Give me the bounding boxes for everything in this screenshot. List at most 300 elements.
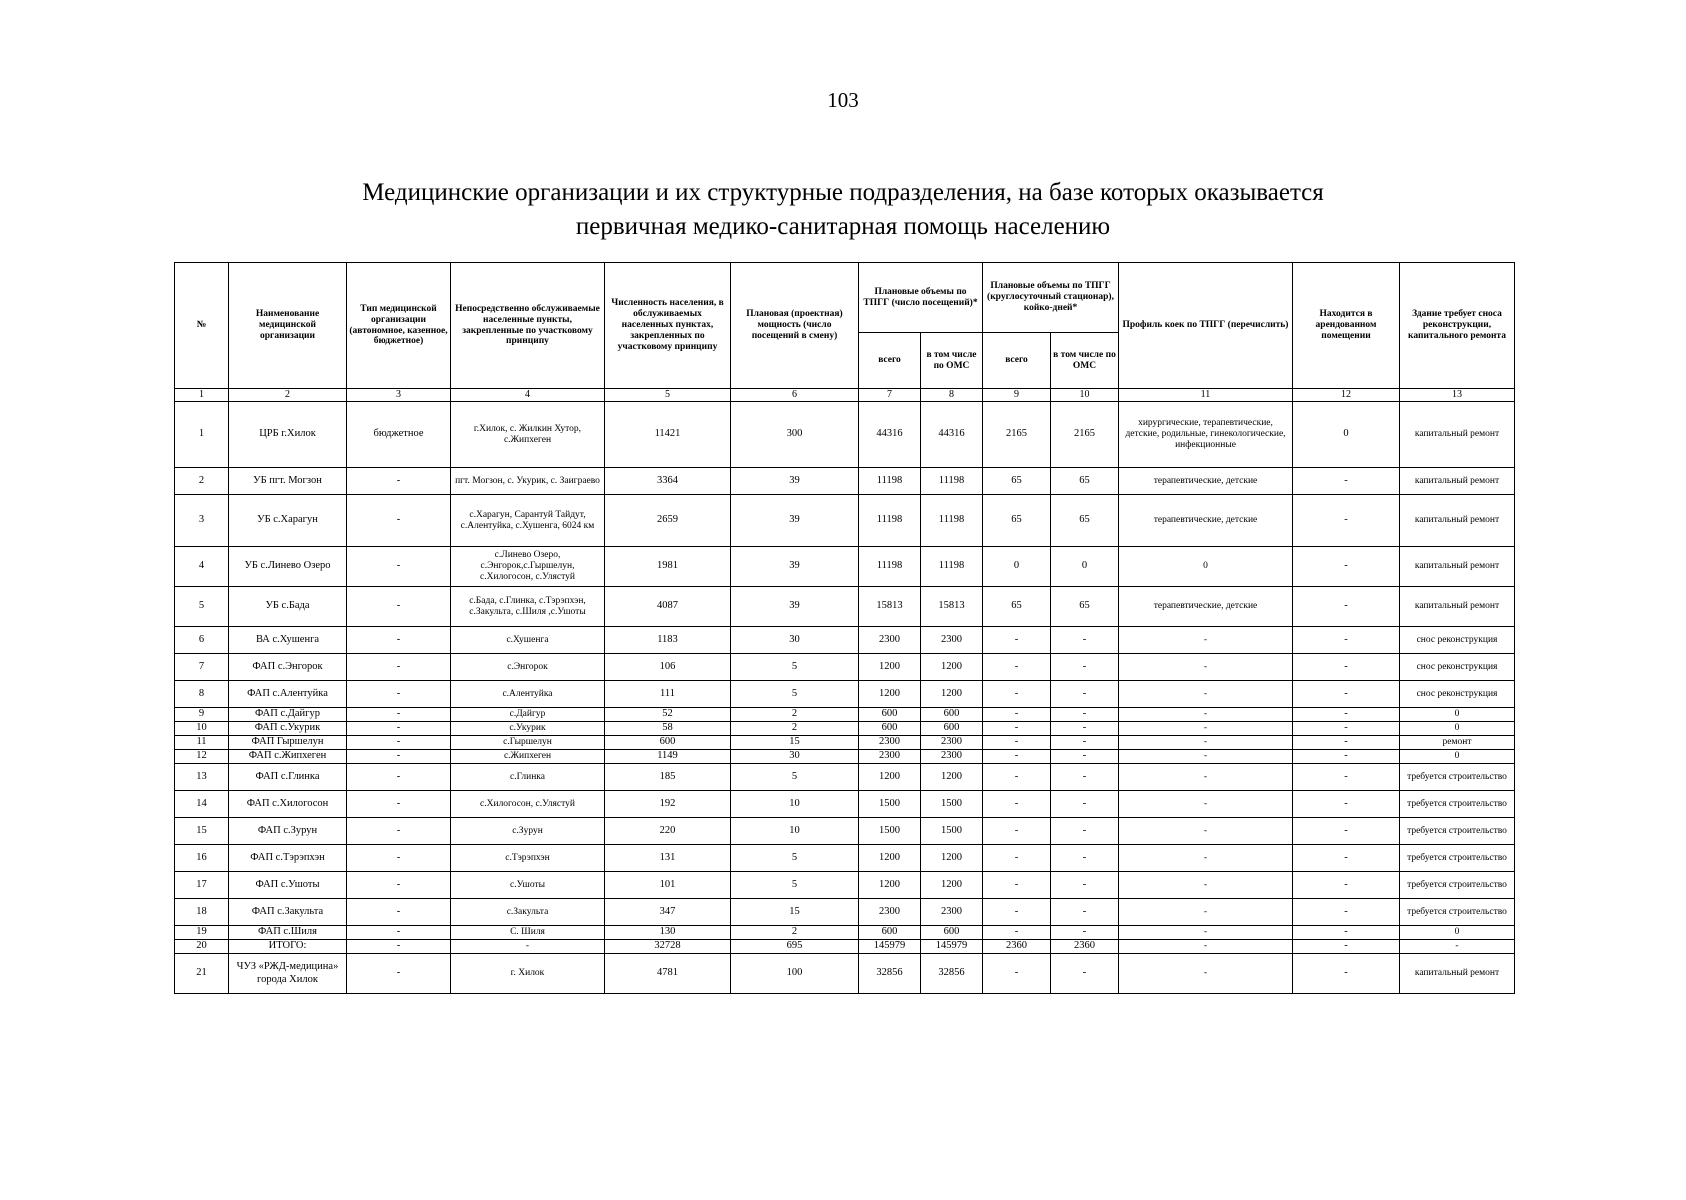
beddays-oms-cell: - (1051, 681, 1119, 708)
visits-total-cell: 1500 (859, 791, 921, 818)
org-type-cell: - (347, 791, 451, 818)
table-row (175, 654, 1515, 681)
table-body (175, 402, 1515, 994)
bed-profile-cell: - (1119, 708, 1293, 722)
bed-profile-cell: - (1119, 954, 1293, 994)
bed-profile-cell: - (1119, 722, 1293, 736)
header-visits: Плановые объемы по ТПГГ (число посещений)* (859, 263, 983, 333)
visits-oms-cell: 600 (921, 708, 983, 722)
row-number-cell: 10 (175, 722, 229, 736)
table-row (175, 818, 1515, 845)
visits-total-cell: 11198 (859, 468, 921, 495)
column-number-cell: 11 (1119, 389, 1293, 402)
beddays-total-cell: - (983, 736, 1051, 750)
column-number-cell: 2 (229, 389, 347, 402)
beddays-oms-cell: - (1051, 722, 1119, 736)
table-row (175, 791, 1515, 818)
rented-cell: - (1293, 681, 1400, 708)
beddays-total-cell: 2165 (983, 402, 1051, 468)
visits-total-cell: 600 (859, 722, 921, 736)
row-number-cell: 9 (175, 708, 229, 722)
population-cell: 130 (605, 926, 731, 940)
visits-oms-cell: 1200 (921, 845, 983, 872)
rented-cell: - (1293, 764, 1400, 791)
row-number-cell: 17 (175, 872, 229, 899)
visits-total-cell: 11198 (859, 495, 921, 547)
building-status-cell: - (1400, 940, 1515, 954)
beddays-total-cell: - (983, 654, 1051, 681)
beddays-oms-cell: 65 (1051, 587, 1119, 627)
header-building: Здание требует сноса реконструкции, капитального ремонта (1400, 263, 1515, 389)
settlements-cell: с.Энгорок (451, 654, 605, 681)
beddays-total-cell: - (983, 872, 1051, 899)
org-type-cell: - (347, 899, 451, 926)
building-status-cell: требуется строительство (1400, 845, 1515, 872)
building-status-cell: снос реконструкция (1400, 681, 1515, 708)
visits-oms-cell: 2300 (921, 736, 983, 750)
building-status-cell: капитальный ремонт (1400, 954, 1515, 994)
rented-cell: - (1293, 940, 1400, 954)
org-type-cell: - (347, 954, 451, 994)
population-cell: 58 (605, 722, 731, 736)
settlements-cell: С. Шиля (451, 926, 605, 940)
capacity-cell: 5 (731, 654, 859, 681)
org-type-cell: - (347, 587, 451, 627)
building-status-cell: требуется строительство (1400, 818, 1515, 845)
column-number-cell: 5 (605, 389, 731, 402)
capacity-cell: 2 (731, 722, 859, 736)
capacity-cell: 695 (731, 940, 859, 954)
org-type-cell: - (347, 872, 451, 899)
org-type-cell: - (347, 708, 451, 722)
row-number-cell: 1 (175, 402, 229, 468)
beddays-oms-cell: - (1051, 736, 1119, 750)
building-status-cell: 0 (1400, 750, 1515, 764)
visits-oms-cell: 1200 (921, 872, 983, 899)
column-number-cell: 3 (347, 389, 451, 402)
org-name-cell: ФАП с.Зурун (229, 818, 347, 845)
beddays-total-cell: - (983, 750, 1051, 764)
settlements-cell: с.Алентуйка (451, 681, 605, 708)
rented-cell: - (1293, 587, 1400, 627)
org-type-cell: - (347, 627, 451, 654)
settlements-cell: с.Хилогосон, с.Улястуй (451, 791, 605, 818)
capacity-cell: 39 (731, 587, 859, 627)
visits-total-cell: 2300 (859, 627, 921, 654)
beddays-oms-cell: - (1051, 872, 1119, 899)
settlements-cell: пгт. Могзон, с. Укурик, с. Заиграево (451, 468, 605, 495)
column-number-cell: 10 (1051, 389, 1119, 402)
rented-cell: - (1293, 722, 1400, 736)
table-row (175, 587, 1515, 627)
visits-total-cell: 1200 (859, 654, 921, 681)
beddays-oms-cell: - (1051, 750, 1119, 764)
capacity-cell: 2 (731, 926, 859, 940)
table-row (175, 940, 1515, 954)
population-cell: 131 (605, 845, 731, 872)
table-row (175, 722, 1515, 736)
population-cell: 600 (605, 736, 731, 750)
population-cell: 2659 (605, 495, 731, 547)
org-type-cell: - (347, 940, 451, 954)
rented-cell: - (1293, 750, 1400, 764)
column-number-row (175, 389, 1515, 402)
rented-cell: - (1293, 899, 1400, 926)
row-number-cell: 7 (175, 654, 229, 681)
building-status-cell: капитальный ремонт (1400, 468, 1515, 495)
row-number-cell: 18 (175, 899, 229, 926)
row-number-cell: 20 (175, 940, 229, 954)
building-status-cell: требуется строительство (1400, 899, 1515, 926)
org-type-cell: - (347, 681, 451, 708)
beddays-total-cell: - (983, 681, 1051, 708)
rented-cell: - (1293, 627, 1400, 654)
building-status-cell: 0 (1400, 926, 1515, 940)
settlements-cell: с.Укурик (451, 722, 605, 736)
org-name-cell: ИТОГО: (229, 940, 347, 954)
capacity-cell: 300 (731, 402, 859, 468)
population-cell: 185 (605, 764, 731, 791)
beddays-oms-cell: - (1051, 845, 1119, 872)
population-cell: 4781 (605, 954, 731, 994)
header-settlements: Непосредственно обслуживаемые населенные пункты, закрепленные по участковому принципу (451, 263, 605, 389)
visits-oms-cell: 145979 (921, 940, 983, 954)
header-capacity: Плановая (проектная) мощность (число посещений в смену) (731, 263, 859, 389)
building-status-cell: капитальный ремонт (1400, 402, 1515, 468)
beddays-total-cell: - (983, 818, 1051, 845)
header-profile: Профиль коек по ТПГГ (перечислить) (1119, 263, 1293, 389)
row-number-cell: 5 (175, 587, 229, 627)
visits-total-cell: 1200 (859, 845, 921, 872)
title-line-2: первичная медико-санитарная помощь населению (575, 213, 1111, 240)
bed-profile-cell: - (1119, 764, 1293, 791)
population-cell: 106 (605, 654, 731, 681)
visits-oms-cell: 600 (921, 926, 983, 940)
table-row (175, 627, 1515, 654)
beddays-oms-cell: - (1051, 818, 1119, 845)
settlements-cell: с.Хушенга (451, 627, 605, 654)
org-type-cell: - (347, 654, 451, 681)
row-number-cell: 2 (175, 468, 229, 495)
bed-profile-cell: терапевтические, детские (1119, 587, 1293, 627)
beddays-total-cell: - (983, 926, 1051, 940)
table-row (175, 899, 1515, 926)
row-number-cell: 6 (175, 627, 229, 654)
title-line-1: Медицинские организации и их структурные подразделения, на базе которых оказывается (362, 179, 1324, 206)
org-name-cell: ФАП с.Алентуйка (229, 681, 347, 708)
capacity-cell: 2 (731, 708, 859, 722)
beddays-total-cell: - (983, 764, 1051, 791)
bed-profile-cell: - (1119, 926, 1293, 940)
beddays-oms-cell: - (1051, 627, 1119, 654)
visits-oms-cell: 15813 (921, 587, 983, 627)
rented-cell: - (1293, 547, 1400, 587)
settlements-cell: с.Жипхеген (451, 750, 605, 764)
rented-cell: - (1293, 736, 1400, 750)
table-row (175, 845, 1515, 872)
row-number-cell: 4 (175, 547, 229, 587)
org-name-cell: ВА с.Хушенга (229, 627, 347, 654)
org-type-cell: - (347, 926, 451, 940)
building-status-cell: капитальный ремонт (1400, 587, 1515, 627)
header-name: Наименование медицинской организации (229, 263, 347, 389)
rented-cell: - (1293, 872, 1400, 899)
population-cell: 1981 (605, 547, 731, 587)
rented-cell: - (1293, 654, 1400, 681)
visits-oms-cell: 11198 (921, 547, 983, 587)
org-name-cell: ФАП с.Шиля (229, 926, 347, 940)
beddays-total-cell: - (983, 722, 1051, 736)
visits-oms-cell: 1200 (921, 681, 983, 708)
building-status-cell: требуется строительство (1400, 764, 1515, 791)
header-visits-oms: в том числе по ОМС (921, 333, 983, 389)
bed-profile-cell: - (1119, 654, 1293, 681)
row-number-cell: 3 (175, 495, 229, 547)
beddays-oms-cell: - (1051, 708, 1119, 722)
column-number-cell: 13 (1400, 389, 1515, 402)
capacity-cell: 5 (731, 764, 859, 791)
bed-profile-cell: - (1119, 940, 1293, 954)
visits-oms-cell: 11198 (921, 468, 983, 495)
table-row (175, 495, 1515, 547)
bed-profile-cell: - (1119, 736, 1293, 750)
population-cell: 11421 (605, 402, 731, 468)
org-type-cell: - (347, 750, 451, 764)
visits-total-cell: 1500 (859, 818, 921, 845)
capacity-cell: 30 (731, 627, 859, 654)
visits-total-cell: 600 (859, 926, 921, 940)
org-name-cell: ФАП с.Энгорок (229, 654, 347, 681)
table-row (175, 926, 1515, 940)
row-number-cell: 13 (175, 764, 229, 791)
visits-oms-cell: 1500 (921, 818, 983, 845)
row-number-cell: 11 (175, 736, 229, 750)
beddays-total-cell: - (983, 845, 1051, 872)
capacity-cell: 10 (731, 791, 859, 818)
row-number-cell: 21 (175, 954, 229, 994)
rented-cell: - (1293, 495, 1400, 547)
beddays-total-cell: 65 (983, 495, 1051, 547)
bed-profile-cell: 0 (1119, 547, 1293, 587)
beddays-total-cell: - (983, 708, 1051, 722)
table-row (175, 750, 1515, 764)
column-number-cell: 1 (175, 389, 229, 402)
beddays-total-cell: - (983, 791, 1051, 818)
table-row (175, 402, 1515, 468)
beddays-oms-cell: - (1051, 764, 1119, 791)
beddays-total-cell: - (983, 954, 1051, 994)
rented-cell: - (1293, 708, 1400, 722)
header-type: Тип медицинской организации (автономное, казенное, бюджетное) (347, 263, 451, 389)
table-row (175, 954, 1515, 994)
beddays-oms-cell: 2360 (1051, 940, 1119, 954)
visits-total-cell: 2300 (859, 899, 921, 926)
settlements-cell: с.Гыршелун (451, 736, 605, 750)
capacity-cell: 39 (731, 495, 859, 547)
population-cell: 32728 (605, 940, 731, 954)
row-number-cell: 15 (175, 818, 229, 845)
org-name-cell: ЧУЗ «РЖД-медицина» города Хилок (229, 954, 347, 994)
capacity-cell: 15 (731, 899, 859, 926)
settlements-cell: г.Хилок, с. Жилкин Хутор, с.Жипхеген (451, 402, 605, 468)
population-cell: 101 (605, 872, 731, 899)
org-name-cell: ФАП с.Хилогосон (229, 791, 347, 818)
beddays-total-cell: 65 (983, 587, 1051, 627)
visits-total-cell: 2300 (859, 736, 921, 750)
org-name-cell: ФАП с.Закульта (229, 899, 347, 926)
capacity-cell: 5 (731, 872, 859, 899)
rented-cell: - (1293, 845, 1400, 872)
beddays-oms-cell: - (1051, 954, 1119, 994)
beddays-total-cell: 65 (983, 468, 1051, 495)
visits-oms-cell: 11198 (921, 495, 983, 547)
org-type-cell: - (347, 736, 451, 750)
visits-total-cell: 1200 (859, 872, 921, 899)
settlements-cell: с.Ушоты (451, 872, 605, 899)
beddays-total-cell: 0 (983, 547, 1051, 587)
header-visits-total: всего (859, 333, 921, 389)
capacity-cell: 5 (731, 845, 859, 872)
rented-cell: - (1293, 926, 1400, 940)
population-cell: 220 (605, 818, 731, 845)
settlements-cell: с.Глинка (451, 764, 605, 791)
column-number-cell: 9 (983, 389, 1051, 402)
visits-total-cell: 11198 (859, 547, 921, 587)
row-number-cell: 19 (175, 926, 229, 940)
beddays-total-cell: 2360 (983, 940, 1051, 954)
visits-oms-cell: 1200 (921, 764, 983, 791)
row-number-cell: 16 (175, 845, 229, 872)
bed-profile-cell: терапевтические, детские (1119, 495, 1293, 547)
org-name-cell: ФАП Гыршелун (229, 736, 347, 750)
medical-organizations-table (174, 262, 1515, 994)
rented-cell: 0 (1293, 402, 1400, 468)
capacity-cell: 10 (731, 818, 859, 845)
bed-profile-cell: терапевтические, детские (1119, 468, 1293, 495)
org-type-cell: - (347, 845, 451, 872)
column-number-cell: 12 (1293, 389, 1400, 402)
org-name-cell: ФАП с.Тэрэпхэн (229, 845, 347, 872)
page-title (0, 176, 1686, 244)
bed-profile-cell: - (1119, 791, 1293, 818)
beddays-oms-cell: 65 (1051, 468, 1119, 495)
beddays-oms-cell: - (1051, 926, 1119, 940)
capacity-cell: 39 (731, 468, 859, 495)
visits-oms-cell: 2300 (921, 750, 983, 764)
settlements-cell: с.Тэрэпхэн (451, 845, 605, 872)
bed-profile-cell: - (1119, 845, 1293, 872)
visits-oms-cell: 600 (921, 722, 983, 736)
visits-oms-cell: 32856 (921, 954, 983, 994)
rented-cell: - (1293, 468, 1400, 495)
visits-oms-cell: 1500 (921, 791, 983, 818)
visits-oms-cell: 2300 (921, 899, 983, 926)
org-name-cell: ФАП с.Жипхеген (229, 750, 347, 764)
header-beddays-total: всего (983, 333, 1051, 389)
table-row (175, 708, 1515, 722)
column-number-cell: 8 (921, 389, 983, 402)
visits-oms-cell: 2300 (921, 627, 983, 654)
settlements-cell: г. Хилок (451, 954, 605, 994)
building-status-cell: ремонт (1400, 736, 1515, 750)
building-status-cell: 0 (1400, 722, 1515, 736)
visits-total-cell: 32856 (859, 954, 921, 994)
bed-profile-cell: - (1119, 627, 1293, 654)
table-row (175, 468, 1515, 495)
building-status-cell: снос реконструкция (1400, 627, 1515, 654)
column-number-cell: 4 (451, 389, 605, 402)
visits-total-cell: 15813 (859, 587, 921, 627)
rented-cell: - (1293, 954, 1400, 994)
table-row (175, 764, 1515, 791)
population-cell: 52 (605, 708, 731, 722)
settlements-cell: с.Бада, с.Глинка, с.Тэрэпхэн, с.Закульта, с.Шиля ,с.Ушоты (451, 587, 605, 627)
org-name-cell: ФАП с.Глинка (229, 764, 347, 791)
settlements-cell: с.Закульта (451, 899, 605, 926)
column-number-cell: 7 (859, 389, 921, 402)
visits-oms-cell: 1200 (921, 654, 983, 681)
building-status-cell: 0 (1400, 708, 1515, 722)
population-cell: 347 (605, 899, 731, 926)
population-cell: 111 (605, 681, 731, 708)
settlements-cell: с.Дайгур (451, 708, 605, 722)
table-row (175, 681, 1515, 708)
org-type-cell: - (347, 547, 451, 587)
beddays-oms-cell: 65 (1051, 495, 1119, 547)
visits-total-cell: 145979 (859, 940, 921, 954)
table-row (175, 872, 1515, 899)
capacity-cell: 5 (731, 681, 859, 708)
bed-profile-cell: - (1119, 899, 1293, 926)
bed-profile-cell: - (1119, 681, 1293, 708)
org-type-cell: - (347, 764, 451, 791)
table-row (175, 547, 1515, 587)
org-name-cell: УБ с.Линево Озеро (229, 547, 347, 587)
org-name-cell: УБ с.Бада (229, 587, 347, 627)
org-type-cell: - (347, 468, 451, 495)
beddays-oms-cell: - (1051, 791, 1119, 818)
capacity-cell: 30 (731, 750, 859, 764)
visits-total-cell: 600 (859, 708, 921, 722)
population-cell: 4087 (605, 587, 731, 627)
rented-cell: - (1293, 818, 1400, 845)
capacity-cell: 15 (731, 736, 859, 750)
visits-total-cell: 1200 (859, 764, 921, 791)
header-beddays: Плановые объемы по ТПГГ (круглосуточный стационар), койко-дней* (983, 263, 1119, 333)
row-number-cell: 8 (175, 681, 229, 708)
settlements-cell: с.Харагун, Сарантуй Тайдут, с.Алентуйка, с.Хушенга, 6024 км (451, 495, 605, 547)
org-type-cell: - (347, 722, 451, 736)
rented-cell: - (1293, 791, 1400, 818)
population-cell: 1183 (605, 627, 731, 654)
capacity-cell: 39 (731, 547, 859, 587)
column-number-cell: 6 (731, 389, 859, 402)
org-type-cell: - (347, 818, 451, 845)
bed-profile-cell: - (1119, 872, 1293, 899)
header-rented: Находится в арендованном помещении (1293, 263, 1400, 389)
capacity-cell: 100 (731, 954, 859, 994)
settlements-cell: с.Линево Озеро, с.Энгорок,с.Гыршелун, с.Хилогосон, с.Улястуй (451, 547, 605, 587)
org-name-cell: УБ с.Харагун (229, 495, 347, 547)
population-cell: 192 (605, 791, 731, 818)
beddays-oms-cell: 0 (1051, 547, 1119, 587)
building-status-cell: капитальный ремонт (1400, 495, 1515, 547)
org-name-cell: ФАП с.Укурик (229, 722, 347, 736)
org-name-cell: ЦРБ г.Хилок (229, 402, 347, 468)
bed-profile-cell: - (1119, 750, 1293, 764)
visits-total-cell: 2300 (859, 750, 921, 764)
visits-total-cell: 1200 (859, 681, 921, 708)
